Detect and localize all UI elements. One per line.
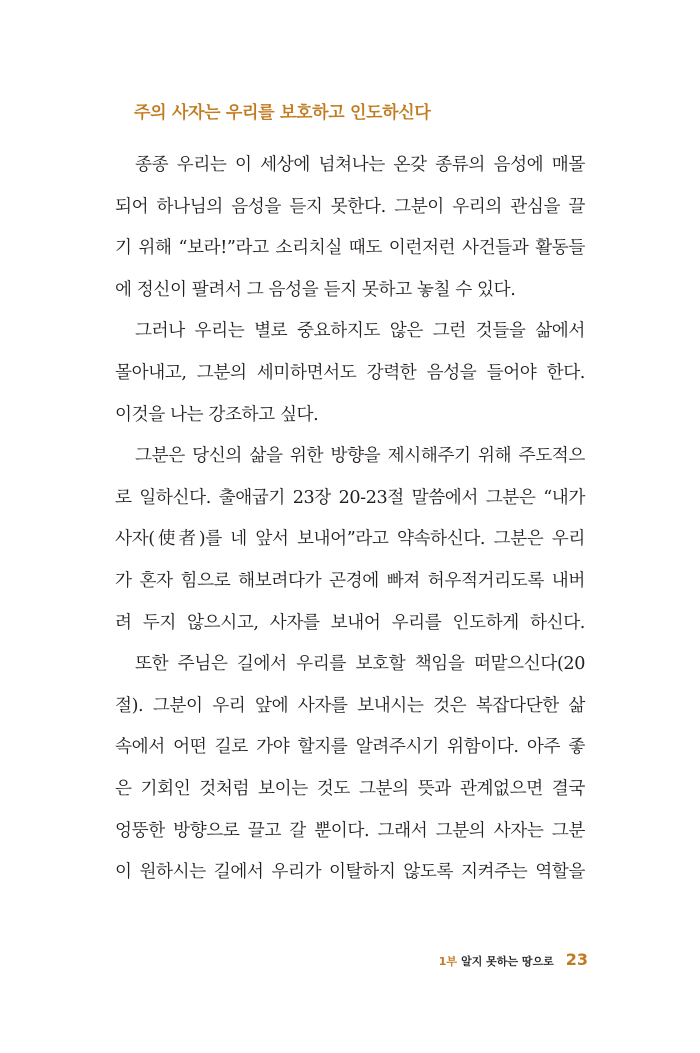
text-line: 에 정신이 팔려서 그 음성을 듣지 못하고 놓칠 수 있다. [115, 279, 516, 300]
text-line: 사자(使者)를 네 앞서 보내어”라고 약속하신다. 그분은 우리 [115, 529, 585, 550]
footer-chapter-title: 알지 못하는 땅으로 [461, 955, 554, 968]
page-number: 23 [565, 950, 588, 969]
text-line: 몰아내고, 그분의 세미하면서도 강력한 음성을 들어야 한다. [115, 362, 585, 383]
body-text [115, 145, 585, 894]
section-heading: 주의 사자는 우리를 보호하고 인도하신다 [134, 103, 431, 123]
text-line: 이것을 나는 강조하고 싶다. [115, 404, 319, 425]
text-line: 또한 주님은 길에서 우리를 보호할 책임을 떠맡으신다(20 [135, 654, 585, 675]
text-line: 로 일하신다. 출애굽기 23장 20-23절 말씀에서 그분은 “내가 [115, 487, 585, 508]
text-line: 그러나 우리는 별로 중요하지도 않은 그런 것들을 삶에서 [135, 321, 585, 342]
footer-part-label: 1부 [438, 955, 458, 968]
text-line: 기 위해 “보라!”라고 소리치실 때도 이런저런 사건들과 활동들 [115, 238, 585, 259]
text-line: 엉뚱한 방향으로 끌고 갈 뿐이다. 그래서 그분의 사자는 그분 [115, 820, 585, 841]
text-line: 가 혼자 힘으로 해보려다가 곤경에 빠져 허우적거리도록 내버 [115, 570, 585, 591]
text-line: 되어 하나님의 음성을 듣지 못한다. 그분이 우리의 관심을 끌 [115, 196, 585, 217]
text-line: 절). 그분이 우리 앞에 사자를 보내시는 것은 복잡다단한 삶 [115, 695, 585, 716]
text-line: 려 두지 않으시고, 사자를 보내어 우리를 인도하게 하신다. [115, 612, 585, 633]
text-line: 그분은 당신의 삶을 위한 방향을 제시해주기 위해 주도적으 [135, 446, 585, 467]
text-line: 은 기회인 것처럼 보이는 것도 그분의 뜻과 관계없으면 결국 [115, 778, 585, 799]
text-line: 종종 우리는 이 세상에 넘쳐나는 온갖 종류의 음성에 매몰 [135, 155, 585, 175]
text-line: 속에서 어떤 길로 가야 할지를 알려주시기 위함이다. 아주 좋 [115, 737, 585, 758]
text-line: 이 원하시는 길에서 우리가 이탈하지 않도록 지켜주는 역할을 [115, 862, 585, 883]
running-footer [439, 950, 588, 969]
